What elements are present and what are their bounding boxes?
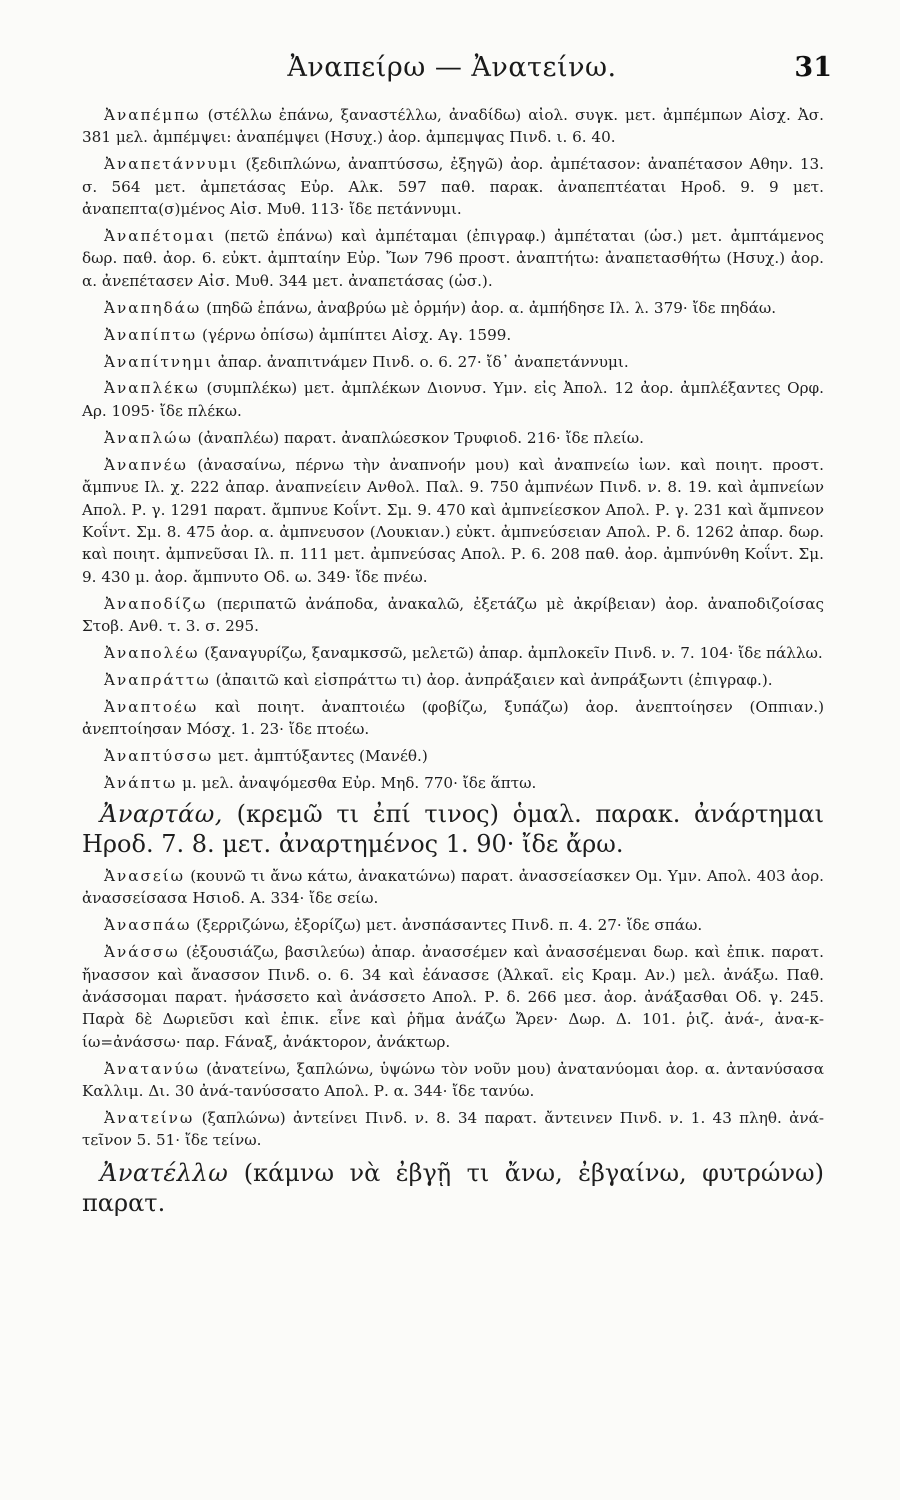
entry-text: (συμπλέκω) μετ. ἀμπλέκων Διονυσ. Υμν. εἰς Ἀπολ. 12 ἀορ. ἀμπλέξαντες Ορφ. Αρ. 1095· ἴδε πλέκω. — [82, 379, 824, 420]
entry-lemma: Ἀνασείω — [104, 866, 186, 885]
entry-text: (ἀναπλέω) παρατ. ἀναπλώεσκον Τρυφιοδ. 216· ἴδε πλείω. — [197, 428, 645, 447]
dictionary-entry — [82, 153, 824, 220]
dictionary-entry — [82, 669, 824, 691]
entry-lemma: Ἀνάσσω — [104, 943, 180, 962]
entry-text: μ. μελ. ἀναψόμεσθα Εὐρ. Μηδ. 770· ἴδε ἅπτω. — [182, 773, 537, 792]
entry-lemma: Ἀνάπτω — [104, 773, 178, 792]
dictionary-entry — [82, 297, 824, 319]
entry-lemma: Ἀνασπάω — [104, 916, 192, 935]
entry-text: ἀπαρ. ἀναπιτνάμεν Πινδ. ο. 6. 27· ἴδ᾽ ἀναπετάννυμι. — [217, 352, 629, 371]
dictionary-entry — [82, 745, 824, 767]
entry-lemma: Ἀναποδίζω — [104, 594, 208, 613]
entry-text: (κουνῶ τι ἄνω κάτω, ἀνακατώνω) παρατ. ἀνασσείασκεν Ομ. Υμν. Απολ. 403 ἀορ. ἀνασσείσασα Ησιοδ. Α. 334· ἴδε σείω. — [82, 866, 824, 908]
entry-text: (ξεδιπλώνω, ἀναπτύσσω, ἐξηγῶ) ἀορ. ἀμπέτασον: ἀναπέτασον Αθην. 13. σ. 564 μετ. ἀμπετάσας Εὐρ. Αλκ. 597 παθ. παρακ. ἀναπεπτέαται Ηροδ. 9. 9 μετ. ἀναπεπτα(σ)μένος Αἰσ. Μυθ. 113· ἴδε πετάννυμι. — [82, 155, 825, 219]
entry-text: (κάμνω νὰ ἐβγῇ τι ἄνω, ἐβγαίνω, φυτρώνω) παρατ. — [82, 1158, 824, 1217]
entry-lemma: Ἀναπλώω — [104, 428, 193, 447]
dictionary-entry — [82, 696, 824, 741]
entry-lemma: Ἀνατείνω — [104, 1108, 195, 1127]
major-entry — [82, 1158, 824, 1218]
entry-lemma: Ἀναπνέω — [104, 455, 188, 474]
entry-lemma: Ἀναπτοέω — [104, 697, 199, 716]
entry-text: (ξαναγυρίζω, ξαναμκσσῶ, μελετῶ) ἀπαρ. ἀμπλοκεῖν Πινδ. ν. 7. 104· ἴδε πάλλω. — [204, 643, 823, 662]
entry-list — [82, 104, 824, 1224]
entry-lemma: Ἀναπίπτω — [104, 325, 198, 344]
dictionary-entry — [82, 941, 824, 1053]
dictionary-entry — [82, 351, 824, 373]
entry-text: (περιπατῶ ἀνάποδα, ἀνακαλῶ, ἐξετάζω μὲ ἀκρίβειαν) ἀορ. ἀναποδιζοίσας Στοβ. Ανθ. τ. 3. σ. 295. — [82, 594, 824, 636]
entry-text: (ἐξουσιάζω, βασιλεύω) ἀπαρ. ἀνασσέμεν καὶ ἀνασσέμεναι δωρ. καὶ ἐπικ. παρατ. ἤνασσον καὶ ἄνασσον Πινδ. ο. 6. 34 καὶ ἐάνασσε (Ἀλκαῖ. εἰς Κραμ. Αν.) μελ. ἀνάξω. Παθ. ἀνάσσομαι παρατ. ἠνάσσετο καὶ ἀνάσσετο Απολ. Ρ. δ. 266 μεσ. ἀορ. ἀνάξασθαι Οδ. γ. 245. Παρὰ δὲ Δωριεῦσι καὶ ἐπικ. εἶνε καὶ ῥῆμα ἀνάζω Ἄρεν· Δωρ. Δ. 101. ῥιζ. ἀνά-, ἀνα-κ-ίω=ἀνάσσω· παρ. Ϝάναξ, ἀνάκτορον, ἀνάκτωρ. — [82, 943, 824, 1051]
entry-lemma: Ἀναπέτομαι — [104, 227, 216, 246]
entry-text: καὶ ποιητ. ἀναπτοιέω (φοβίζω, ξυπάζω) ἀορ. ἀνεπτοίησεν (Οππιαν.) ἀνεπτοίησαν Μόσχ. 1. 23· ἴδε πτοέω. — [82, 697, 825, 739]
dictionary-entry — [82, 772, 824, 794]
entry-text: (ξερριζώνω, ἐξορίζω) μετ. ἀνσπάσαντες Πινδ. π. 4. 27· ἴδε σπάω. — [196, 916, 703, 935]
dictionary-entry — [82, 642, 824, 664]
dictionary-entry — [82, 1107, 824, 1152]
dictionary-entry — [82, 1058, 824, 1103]
dictionary-entry — [82, 225, 824, 292]
entry-text: μετ. ἀμπτύξαντες (Μανέθ.) — [218, 747, 428, 766]
entry-lemma: Ἀναπλέκω — [104, 379, 200, 398]
dictionary-entry — [82, 593, 824, 638]
entry-lemma: Ἀναπετάννυμι — [104, 155, 239, 174]
entry-lemma: Ἀναπηδάω — [104, 298, 202, 317]
major-entry — [82, 799, 824, 859]
entry-text: (ἀνατείνω, ξαπλώνω, ὑψώνω τὸν νοῦν μου) ἀνατανύομαι ἀορ. α. ἀντανύσασα Καλλιμ. Δι. 30 ἀνά-τανύσσατο Απολ. Ρ. α. 344· ἴδε τανύω. — [82, 1059, 824, 1101]
dictionary-entry — [82, 324, 824, 346]
entry-text: (ἀπαιτῶ καὶ εἰσπράττω τι) ἀορ. ἀνπράξαιεν καὶ ἀνπράξωντι (ἐπιγραφ.). — [215, 670, 773, 689]
entry-text: (γέρνω ὀπίσω) ἀμπίπτει Αἰσχ. Αγ. 1599. — [202, 325, 512, 344]
entry-text: (στέλλω ἐπάνω, ξαναστέλλω, ἀναδίδω) αἰολ. συγκ. μετ. ἀμπέμπων Αἰσχ. Ἀσ. 381 μελ. ἀμπέμψει: ἀναπέμψει (Ησυχ.) ἀορ. ἀμπεμψας Πινδ. ι. 6. 40. — [82, 106, 824, 147]
dictionary-entry — [82, 104, 824, 149]
entry-text: (κρεμῶ τι ἐπί τινος) ὁμαλ. παρακ. ἀνάρτημαι Ηροδ. 7. 8. μετ. ἀναρτημένος 1. 90· ἴδε ἄρω. — [82, 799, 824, 858]
dictionary-entry — [82, 427, 824, 449]
page-header — [72, 52, 832, 92]
entry-lemma: Ἀναπτύσσω — [104, 747, 214, 766]
entry-text: (ξαπλώνω) ἀντείνει Πινδ. ν. 8. 34 παρατ. ἄντεινεν Πινδ. ν. 1. 43 πληθ. ἀνά-τεῖνον 5. 51· ἴδε τείνω. — [82, 1108, 825, 1150]
running-head: Ἀναπείρω — Ἀνατείνω. — [287, 52, 617, 83]
dictionary-entry — [82, 377, 824, 422]
entry-lemma: Ἀναπίτνημι — [104, 352, 213, 371]
dictionary-entry — [82, 865, 824, 910]
entry-lemma: Ἀναπολέω — [104, 643, 200, 662]
page-number: 31 — [794, 52, 832, 83]
entry-lemma: Ἀναπέμπω — [104, 106, 201, 124]
dictionary-entry — [82, 914, 824, 936]
entry-lemma: Ἀναπράττω — [104, 670, 211, 689]
entry-lemma: Ἀνατανύω — [104, 1059, 200, 1078]
entry-text: (πετῶ ἐπάνω) καὶ ἀμπέταμαι (ἐπιγραφ.) ἀμπέταται (ὡσ.) μετ. ἀμπτάμενος δωρ. παθ. ἀορ. 6. εὐκτ. ἀμπταίην Εὐρ. Ἴων 796 προστ. ἀναπτήτω: ἀναπετασθήτω (Ησυχ.) ἀορ. α. ἀνεπέτασεν Αἰσ. Μυθ. 344 μετ. ἀναπετάσας (ὡσ.). — [82, 227, 824, 290]
dictionary-entry — [82, 454, 824, 588]
entry-text: (πηδῶ ἐπάνω, ἀναβρύω μὲ ὁρμήν) ἀορ. α. ἀμπήδησε Ιλ. λ. 379· ἴδε πηδάω. — [206, 298, 777, 317]
entry-text: (ἀνασαίνω, πέρνω τὴν ἀναπνοήν μου) καὶ ἀναπνείω ἰων. καὶ ποιητ. προστ. ἄμπνυε Ιλ. χ. 222 ἀπαρ. ἀναπνείειν Ανθολ. Παλ. 9. 750 ἀμπνέων Πινδ. ν. 8. 19. καὶ ἀμπνείων Απολ. Ρ. γ. 1291 παρατ. ἄμπνυε Κοΐντ. Σμ. 9. 470 καὶ ἀμπνείεσκον Απολ. Ρ. γ. 231 καὶ ἄμπνεον Κοΐντ. Σμ. 8. 475 ἀορ. α. ἀμπνευσον (Λουκιαν.) εὐκτ. ἀμπνεύσειαν Απολ. Ρ. δ. 1262 ἀπαρ. δωρ. καὶ ποιητ. ἀμπνεῦσαι Ιλ. π. 111 μετ. ἀμπνεύσας Απολ. Ρ. 6. 208 παθ. ἀορ. ἀμπνύνθη Κοΐντ. Σμ. 9. 430 μ. ἀορ. ἄμπνυτο Οδ. ω. 349· ἴδε πνέω. — [82, 455, 824, 586]
entry-lemma: Ἀνατέλλω — [100, 1158, 229, 1187]
entry-lemma: Ἀναρτάω, — [100, 799, 223, 828]
